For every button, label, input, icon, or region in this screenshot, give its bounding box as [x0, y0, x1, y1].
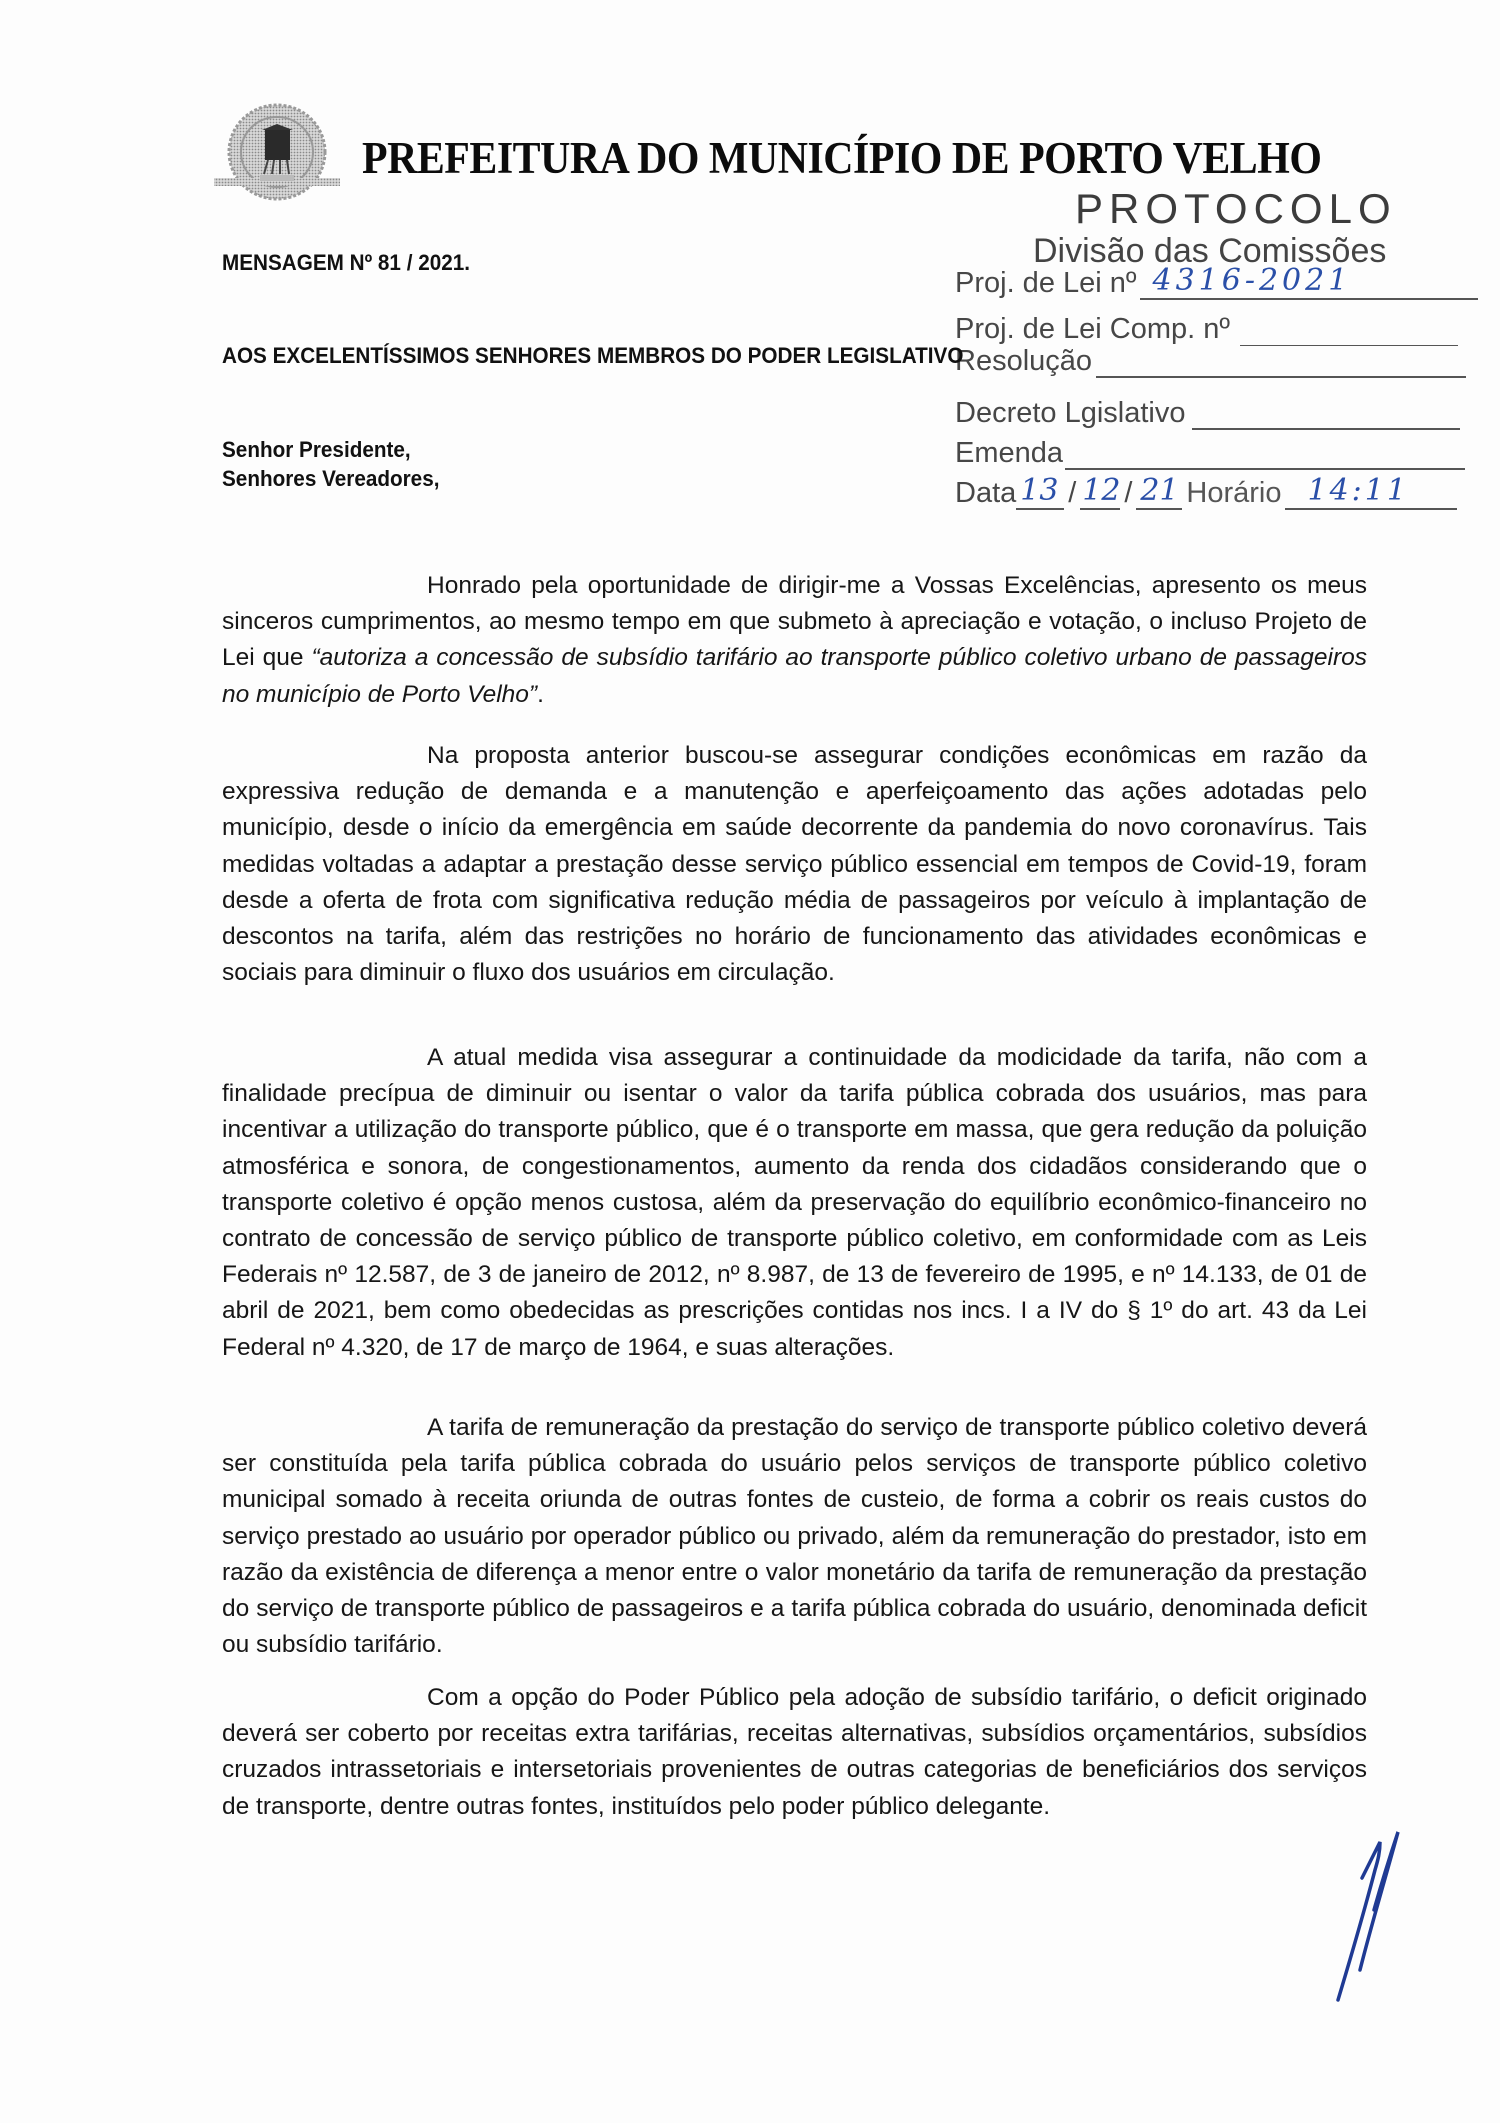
stamp-field-line [1192, 402, 1460, 430]
paragraph-5-text: Com a opção do Poder Público pela adoção de subsídio tarifário, o deficit originado deverá ser coberto por receitas extra tarifárias, receitas alternativas, subsídios orçamentários, subsídios cruzados intrassetoriais e intersetoriais provenientes de outras categorias de beneficiários dos serviços de transporte, dentre outras fontes, instituídos pelo poder público delegante. [222, 1684, 1367, 1820]
stamp-date-day-line [1016, 473, 1064, 510]
handwritten-date-day: 13 [1020, 473, 1059, 508]
stamp-row-date [955, 473, 1457, 510]
stamp-row-resolucao [955, 345, 1466, 378]
salutation-councilors: Senhores Vereadores, [222, 466, 440, 491]
handwritten-time: 14:11 [1307, 473, 1409, 508]
handwritten-signature-icon [1330, 1820, 1420, 2010]
stamp-label: Proj. de Lei Comp. nº [955, 313, 1230, 345]
paragraph-1 [222, 568, 1367, 713]
stamp-time-line [1285, 473, 1457, 510]
municipal-seal-icon [212, 100, 342, 210]
stamp-row-decreto [955, 397, 1460, 430]
stamp-field-line [1065, 442, 1465, 470]
paragraph-1-text: Honrado pela oportunidade de dirigir-me a Vossas Excelências, apresento os meus sinceros cumprimentos, ao mesmo tempo em que submeto à apreciação e votação, o incluso Projeto de Lei que [222, 572, 1367, 672]
handwritten-date-year: 21 [1140, 473, 1179, 508]
stamp-division: Divisão das Comissões [1033, 232, 1387, 270]
bill-title-quote: “autoriza a concessão de subsídio tarifário ao transporte público coletivo urbano de passageiros no município de Porto Velho” [222, 644, 1368, 708]
handwritten-project-number: 4316-2021 [1152, 263, 1352, 298]
paragraph-3-text: A atual medida visa assegurar a continuidade da modicidade da tarifa, não com a finalidade precípua de diminuir ou isentar o valor da tarifa pública cobrada dos usuários, mas para incentivar a utilização do transporte público, que é o transporte em massa, que gera redução da poluição atmosférica e sonora, de congestionamentos, aumento da renda dos cidadãos considerando que o transporte coletivo é opção menos custosa, além da preservação do equilíbrio econômico-financeiro no contrato de concessão de serviço público de transporte público coletivo, em conformidade com as Leis Federais nº 12.587, de 3 de janeiro de 2012, nº 8.987, de 13 de fevereiro de 1995, e nº 14.133, de 01 de abril de 2021, bem como obedecidas as prescrições contidas nos incs. I a IV do § 1º do art. 43 da Lei Federal nº 4.320, de 17 de março de 1964, e suas alterações. [222, 1044, 1367, 1361]
date-separator: / [1124, 477, 1133, 509]
paragraph-5 [222, 1680, 1367, 1825]
date-separator: / [1068, 477, 1077, 509]
paragraph-4-text: A tarifa de remuneração da prestação do serviço de transporte público coletivo deverá ser constituída pela tarifa pública cobrada do usuário pelos serviços de transporte público coletivo municipal somado à receita oriunda de outras fontes de custeio, de forma a cobrir os reais custos do serviço prestado ao usuário por operador público ou privado, além da remuneração do prestador, isto em razão da existência de diferença a menor entre o valor monetário da tarifa de remuneração da prestação do serviço de transporte público de passageiros e a tarifa pública cobrada do usuário, denominada deficit ou subsídio tarifário. [222, 1414, 1367, 1659]
stamp-field-line [1096, 350, 1466, 378]
stamp-field-line [1140, 263, 1478, 300]
paragraph-3 [222, 1040, 1367, 1366]
stamp-label: Resolução [955, 345, 1093, 377]
handwritten-date-month: 12 [1082, 473, 1121, 508]
stamp-date-label: Data [955, 477, 1017, 509]
stamp-label: Decreto Lgislativo [955, 397, 1186, 429]
institution-title: PREFEITURA DO MUNICÍPIO DE PORTO VELHO [362, 133, 1322, 183]
stamp-label: Emenda [955, 437, 1064, 469]
salutation-president: Senhor Presidente, [222, 437, 411, 462]
stamp-time-label: Horário [1186, 477, 1282, 509]
stamp-title: PROTOCOLO [1075, 185, 1397, 232]
stamp-row-emenda [955, 437, 1465, 470]
addressee-line: AOS EXCELENTÍSSIMOS SENHORES MEMBROS DO PODER LEGISLATIVO [222, 343, 964, 368]
stamp-date-year-line [1136, 473, 1182, 510]
paragraph-1-end: . [537, 680, 544, 708]
paragraph-4 [222, 1410, 1367, 1663]
stamp-label: Proj. de Lei nº [955, 267, 1137, 299]
stamp-field-line [1240, 319, 1458, 346]
paragraph-2-text: Na proposta anterior buscou-se assegurar condições econômicas em razão da expressiva redução de demanda e a manutenção e aperfeiçoamento das ações adotadas pelo município, desde o início da emergência em saúde decorrente da pandemia do novo coronavírus. Tais medidas voltadas a adaptar a prestação desse serviço público essencial em tempos de Covid-19, foram desde a oferta de frota com significativa redução média de passageiros por veículo à implantação de descontos na tarifa, além das restrições no horário de funcionamento das atividades econômicas e sociais para diminuir o fluxo dos usuários em circulação. [222, 742, 1367, 987]
paragraph-2 [222, 738, 1367, 991]
stamp-row-proj-lei [955, 263, 1478, 300]
stamp-date-month-line [1080, 473, 1121, 510]
stamp-row-proj-lei-comp [955, 313, 1458, 346]
message-number: MENSAGEM Nº 81 / 2021. [222, 250, 470, 275]
